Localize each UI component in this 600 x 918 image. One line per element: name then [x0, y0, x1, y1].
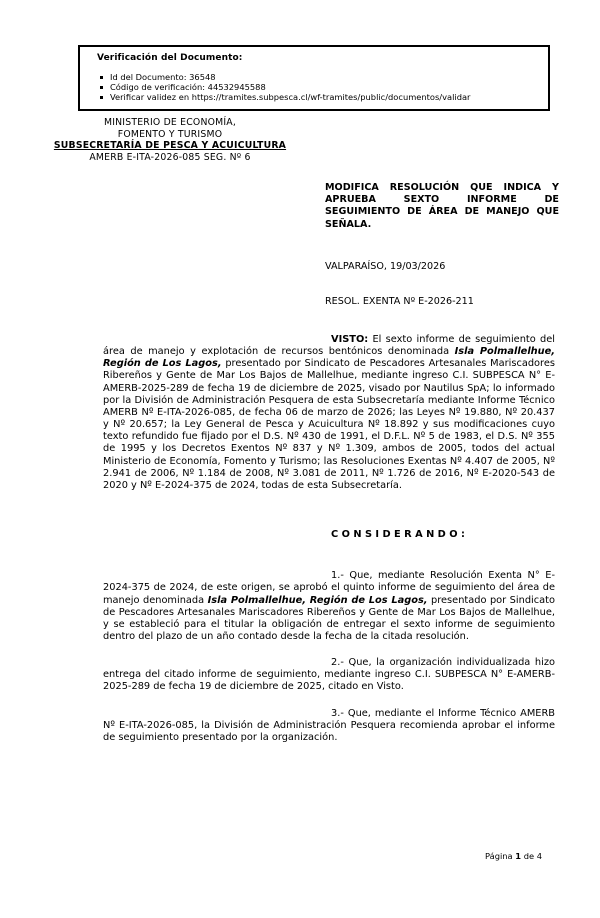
page-number: Página 1 de 4 [485, 851, 542, 861]
verification-item-code [99, 82, 540, 92]
bullet-square-icon [100, 96, 103, 99]
resolution-body [103, 334, 555, 758]
place-and-date: VALPARAÍSO, 19/03/2026 [325, 261, 446, 272]
subsecretaria-title: SUBSECRETARÍA DE PESCA Y ACUICULTURA [53, 140, 287, 152]
verification-item-text: Id del Documento: 36548 [110, 72, 216, 82]
verification-box [78, 45, 550, 111]
bullet-square-icon [100, 76, 103, 79]
resolution-subject-title: MODIFICA RESOLUCIÓN QUE INDICA Y APRUEBA SEXTO INFORME DE SEGUIMIENTO DE ÁREA DE MANEJO QUE SEÑALA. [325, 182, 559, 230]
verification-item-document-id [99, 72, 540, 82]
verification-list [99, 72, 540, 103]
verification-url-text: Verificar validez en https://tramites.subpesca.cl/wf-tramites/public/documentos/validar [110, 92, 471, 103]
considerando-paragraph-3: 3.- Que, mediante el Informe Técnico AMERB Nº E-ITA-2026-085, la División de Administración Pesquera recomienda aprobar el informe de seguimiento presentado por la organización. [103, 707, 555, 743]
verification-item-text: Código de verificación: 44532945588 [110, 82, 266, 93]
document-reference: AMERB E-ITA-2026-085 SEG. Nº 6 [89, 151, 251, 163]
visto-paragraph: VISTO: El sexto informe de seguimiento del área de manejo y explotación de recursos bentónicos denominada Isla Polmallelhue, Región de Los Lagos, presentado por Sindicato de Pescadores Artesanales Mariscadores Ribereños y Gente de Mar Los Bajos de Mallelhue, mediante ingreso C.I. SUBPESCA N° E-AMERB-2025-289 de fecha 19 de diciembre de 2025, visado por Nautilus SpA; lo informado por la División de Administración Pesquera de esta Subsecretaría mediante Informe Técnico AMERB Nº E-ITA-2026-085, de fecha 06 de marzo de 2026; las Leyes Nº 19.880, Nº 20.437 y Nº 20.657; la Ley General de Pesca y Acuicultura Nº 18.892 y sus modificaciones cuyo texto refundido fue fijado por el D.S. Nº 430 de 1991, el D.F.L. Nº 5 de 1983, el D.S. Nº 355 de 1995 y los Decretos Exentos Nº 837 y Nº 1.309, ambos de 2005, todos del actual Ministerio de Economía, Fomento y Turismo; las Resoluciones Exentas Nº 4.407 de 2005, Nº 2.941 de 2006, Nº 1.184 de 2008, Nº 3.081 de 2011, Nº 1.726 de 2016, Nº E-2020-543 de 2020 y Nº E-2024-375 de 2024, todas de esta Subsecretaría. [103, 334, 555, 491]
considerando-paragraph-2: 2.- Que, la organización individualizada hizo entrega del citado informe de seguimiento, mediante ingreso C.I. SUBPESCA N° E-AMERB-2025-289 de fecha 19 de diciembre de 2025, citado en Visto. [103, 657, 555, 693]
bullet-square-icon [100, 86, 103, 89]
considerando-paragraph-1: 1.- Que, mediante Resolución Exenta N° E-2024-375 de 2024, de este origen, se aprobó el quinto informe de seguimiento del área de manejo denominada Isla Polmallelhue, Región de Los Lagos, presentado por Sindicato de Pescadores Artesanales Mariscadores Ribereños y Gente de Mar Los Bajos de Mallelhue, y se estableció para el titular la obligación de entregar el sexto informe de seguimiento dentro del plazo de un año contado desde la fecha de la citada resolución. [103, 570, 555, 642]
verification-title: Verificación del Documento: [97, 53, 243, 63]
ministry-line-1: MINISTERIO DE ECONOMÍA, [103, 117, 236, 128]
resolution-number: RESOL. EXENTA Nº E-2026-211 [325, 296, 474, 307]
letterhead [20, 117, 320, 163]
ministry-line-2: FOMENTO Y TURISMO [117, 128, 223, 140]
considerando-heading: C O N S I D E R A N D O : [331, 529, 465, 541]
verification-item-url [99, 92, 540, 102]
